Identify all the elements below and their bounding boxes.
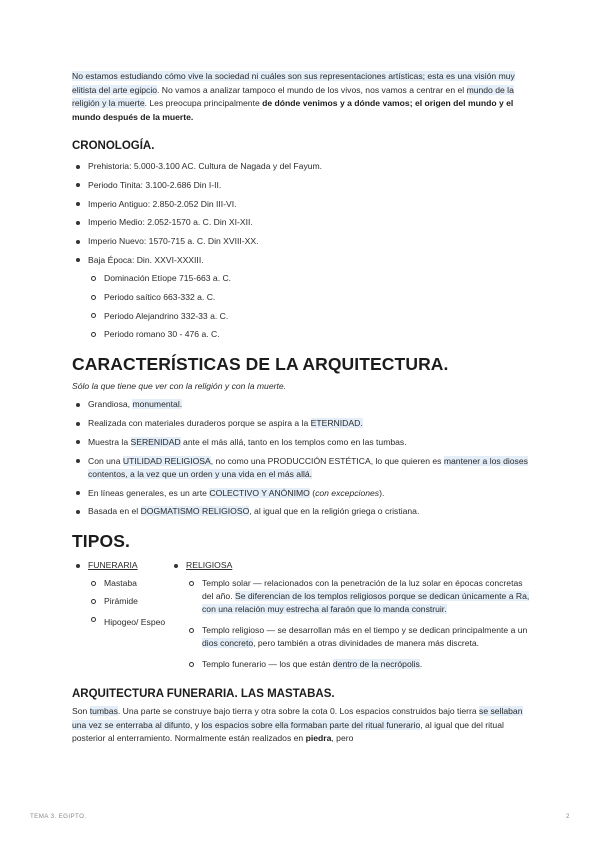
baja-epoca-sublist bbox=[88, 272, 532, 341]
list-item: Con una UTILIDAD RELIGIOSA, no como una PRODUCCIÓN ESTÉTICA, lo que quieren es mantener a los dioses contentos, a la vez que un orden y una vida en el más allá. bbox=[72, 455, 532, 481]
list-item: Mastaba bbox=[88, 577, 170, 590]
list-item: Basada en el DOGMATISMO RELIGIOSO, al igual que en la religión griega o cristiana. bbox=[72, 505, 532, 518]
list-item: Periodo Alejandrino 332-33 a. C. bbox=[88, 310, 532, 323]
list-item: FUNERARIA Mastaba Pirámide Hipogeo/ Espeo bbox=[72, 559, 170, 631]
list-item: Periodo Tinita: 3.100-2.686 Din I-II. bbox=[72, 179, 532, 192]
list-item: Imperio Medio: 2.052-1570 a. C. Din XI-XII. bbox=[72, 216, 532, 229]
list-item: RELIGIOSA Templo solar — relacionados con la penetración de la luz solar en épocas concretas del año. Se diferencian de los templos religiosos porque se dedican únicamente a Ra, con una relación muy estrecha al faraón que lo manda construir. Templo religioso — se desarrollan más en el tiempo y se dedican principalmente a un dios concreto, pero también a otras divinidades de manera más discreta. Templo funerario — los que están dentro de la necrópolis. bbox=[170, 559, 532, 671]
list-item: Hipogeo/ Espeo bbox=[88, 613, 170, 631]
list-item: Pirámide bbox=[88, 595, 170, 608]
caracteristicas-heading: CARACTERÍSTICAS DE LA ARQUITECTURA. bbox=[72, 354, 449, 375]
list-item: Realizada con materiales duraderos porque se aspira a la ETERNIDAD. bbox=[72, 417, 532, 430]
caracteristicas-list bbox=[72, 398, 532, 518]
list-item: Grandiosa, monumental. bbox=[72, 398, 532, 411]
footer-left: TEMA 3. EGIPTO. bbox=[30, 813, 87, 820]
list-item: Templo religioso — se desarrollan más en el tiempo y se dedican principalmente a un dios concreto, pero también a otras divinidades de manera más discreta. bbox=[186, 624, 532, 650]
mastabas-paragraph: Son tumbas. Una parte se construye bajo tierra y otra sobre la cota 0. Los espacios construidos bajo tierra se sellaban una vez se enterraba al difunto, y los espacios sobre ella formaban parte del ritual funerario, al igual que del ritual posterior al enterramiento. Normalmente están realizados en piedra, pero bbox=[72, 706, 523, 744]
list-item: Dominación Etíope 715-663 a. C. bbox=[88, 272, 532, 285]
tipos-columns bbox=[72, 559, 532, 677]
list-item: Periodo romano 30 - 476 a. C. bbox=[88, 328, 532, 341]
funeraria-heading: ARQUITECTURA FUNERARIA. LAS MASTABAS. bbox=[72, 688, 335, 701]
list-item: Imperio Nuevo: 1570-715 a. C. Din XVIII-XX. bbox=[72, 235, 532, 248]
list-item: En líneas generales, es un arte COLECTIVO Y ANÓNIMO (con excepciones). bbox=[72, 487, 532, 500]
intro-paragraph: No estamos estudiando cómo vive la sociedad ni cuáles son sus representaciones artísticas; esta es una visión muy elitista del arte egipcio. No vamos a analizar tampoco el mundo de los vivos, nos vamos a centrar en el mundo de la religión y la muerte. Les preocupa principalmente de dónde venimos y a dónde vamos; el origen del mundo y el mundo después de la muerte. bbox=[72, 71, 515, 122]
page-content bbox=[72, 70, 532, 762]
list-item: Prehistoria: 5.000-3.100 AC. Cultura de Nagada y del Fayum. bbox=[72, 160, 532, 173]
list-item: Muestra la SERENIDAD ante el más allá, tanto en los templos como en las tumbas. bbox=[72, 436, 532, 449]
cronologia-list bbox=[72, 160, 532, 341]
list-item: Baja Época: Din. XXVI-XXXIII. Dominación Etíope 715-663 a. C. Periodo saítico 663-332 a. C. Periodo Alejandrino 332-33 a. C. Periodo romano 30 - 476 a. C. bbox=[72, 254, 532, 341]
caracteristicas-intro: Sólo la que tiene que ver con la religión y con la muerte. bbox=[72, 381, 287, 392]
list-item: Templo funerario — los que están dentro de la necrópolis. bbox=[186, 658, 532, 671]
page-number: 2 bbox=[566, 813, 570, 820]
tipos-column-funeraria bbox=[72, 559, 170, 637]
list-item: Periodo saítico 663-332 a. C. bbox=[88, 291, 532, 304]
tipos-column-religiosa bbox=[170, 559, 532, 677]
list-item: Templo solar — relacionados con la penetración de la luz solar en épocas concretas del año. Se diferencian de los templos religiosos porque se dedican únicamente a Ra, con una relación muy estrecha al faraón que lo manda construir. bbox=[186, 577, 532, 616]
intro-highlight: No estamos estudiando cómo vive la sociedad ni cuáles son sus representaciones artísticas; esta es una visión muy elitista del arte egipcio bbox=[72, 71, 515, 95]
cronologia-heading: CRONOLOGÍA. bbox=[72, 140, 155, 152]
tipos-heading: TIPOS. bbox=[72, 531, 130, 552]
list-item: Imperio Antiguo: 2.850-2.052 Din III-VI. bbox=[72, 198, 532, 211]
